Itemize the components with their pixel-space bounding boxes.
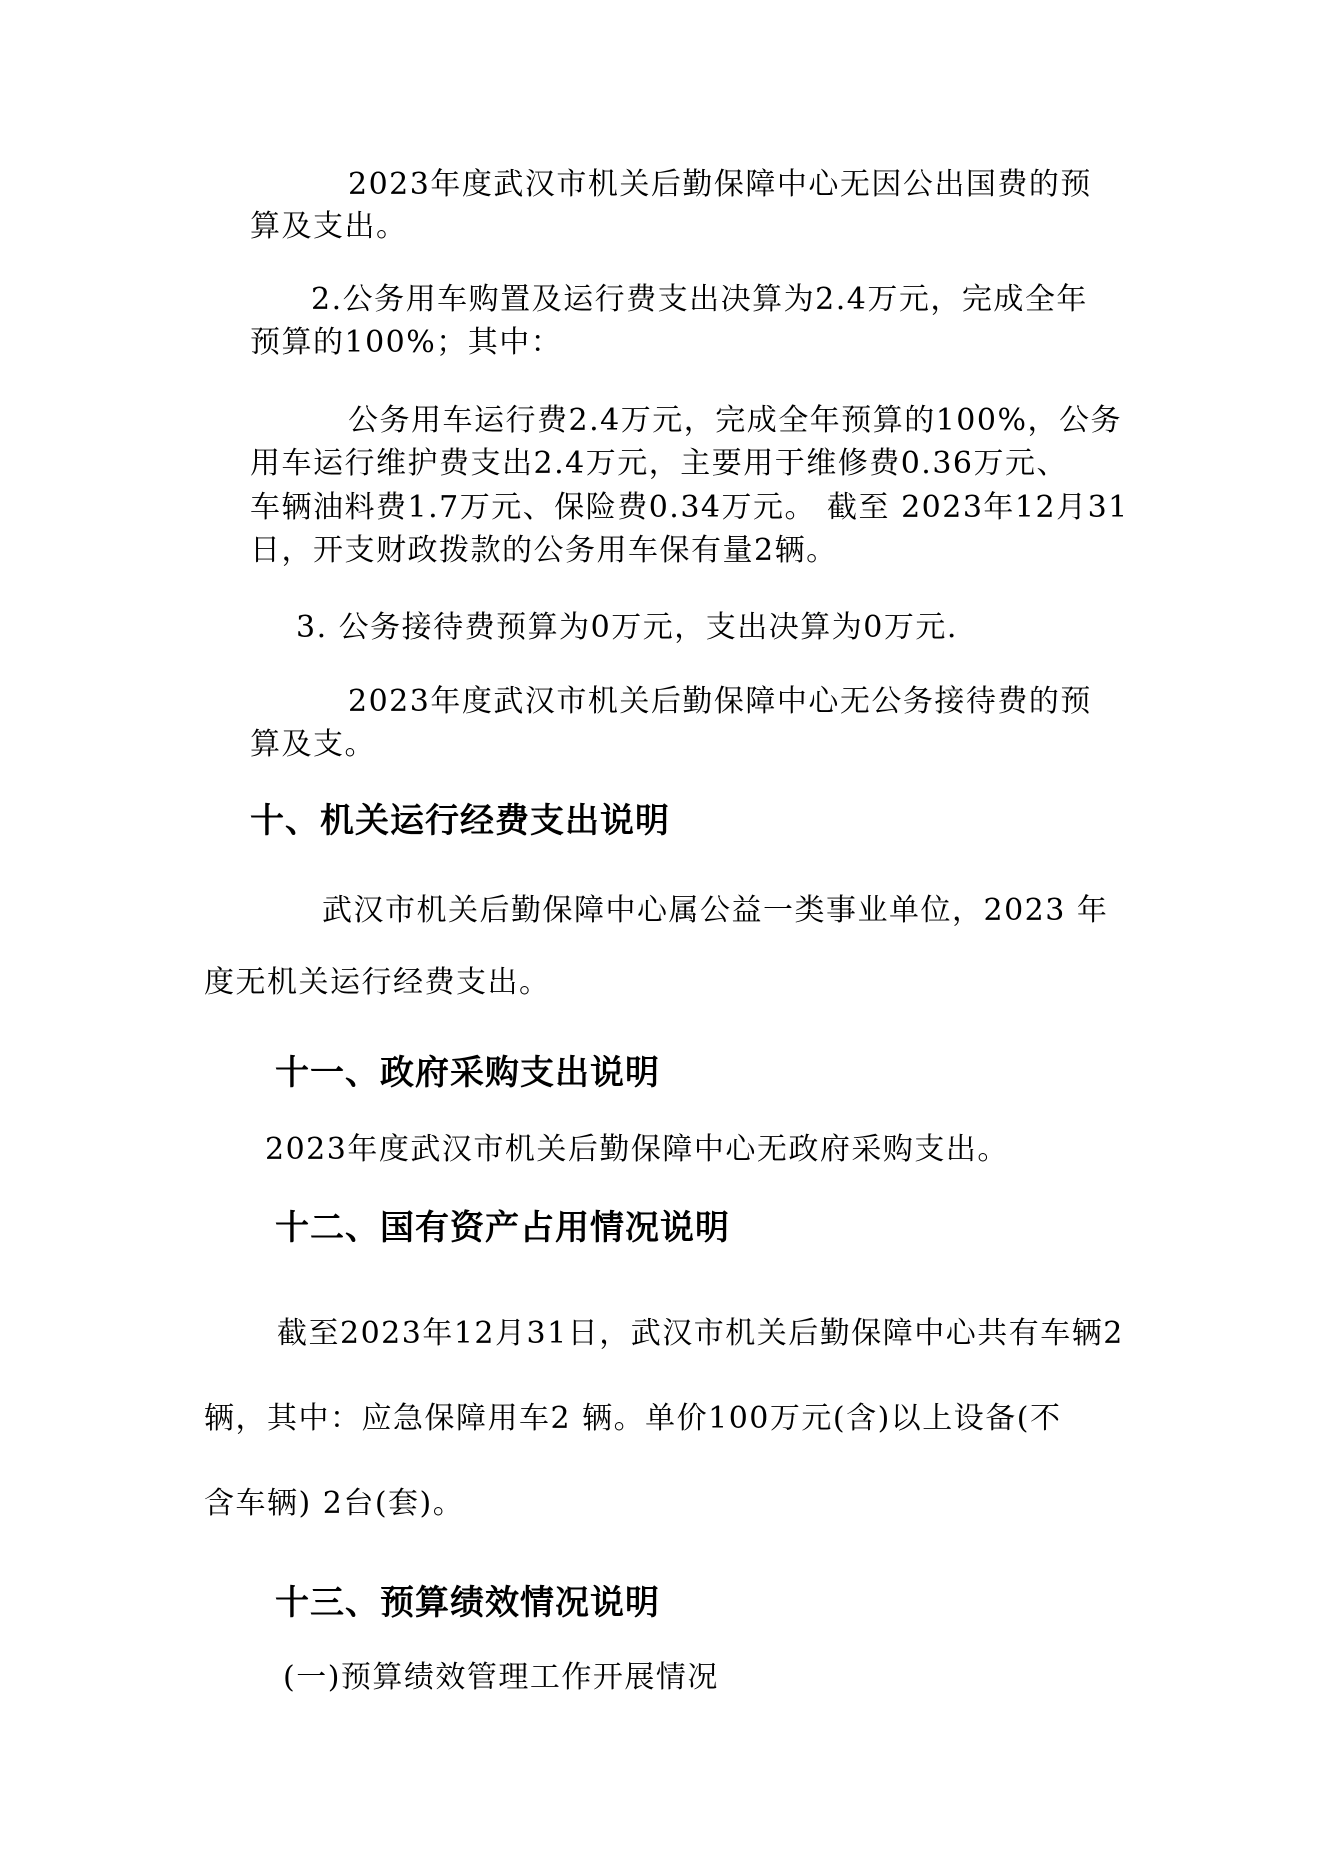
paragraph-line: 3. 公务接待费预算为0万元，支出决算为0万元. xyxy=(296,610,958,645)
paragraph-line: 2.公务用车购置及运行费支出决算为2.4万元，完成全年 xyxy=(311,282,1088,317)
paragraph-line: (一)预算绩效管理工作开展情况 xyxy=(283,1660,719,1695)
section-heading-13: 十三、预算绩效情况说明 xyxy=(275,1583,660,1623)
paragraph-line: 含车辆) 2台(套)。 xyxy=(204,1486,465,1521)
paragraph-line: 截至2023年12月31日，武汉市机关后勤保障中心共有车辆2 xyxy=(277,1316,1124,1351)
paragraph-line: 公务用车运行费2.4万元，完成全年预算的100%，公务 xyxy=(348,403,1122,438)
paragraph-line: 预算的100%；其中： xyxy=(250,325,563,360)
paragraph-line: 用车运行维护费支出2.4万元，主要用于维修费0.36万元、 xyxy=(250,446,1069,481)
paragraph-line: 2023年度武汉市机关后勤保障中心无公务接待费的预 xyxy=(348,684,1092,719)
paragraph-line: 武汉市机关后勤保障中心属公益一类事业单位，2023 年 xyxy=(322,893,1109,928)
paragraph-line: 日，开支财政拨款的公务用车保有量2辆。 xyxy=(250,533,838,568)
paragraph-line: 度无机关运行经费支出。 xyxy=(204,965,551,1000)
paragraph-line: 2023年度武汉市机关后勤保障中心无政府采购支出。 xyxy=(265,1132,1009,1167)
section-heading-11: 十一、政府采购支出说明 xyxy=(275,1053,660,1093)
paragraph-line: 2023年度武汉市机关后勤保障中心无因公出国费的预 xyxy=(348,167,1092,202)
paragraph-line: 车辆油料费1.7万元、保险费0.34万元。 截至 2023年12月31 xyxy=(250,490,1129,525)
paragraph-line: 辆，其中：应急保障用车2 辆。单价100万元(含)以上设备(不 xyxy=(204,1401,1062,1436)
section-heading-10: 十、机关运行经费支出说明 xyxy=(250,801,670,841)
paragraph-line: 算及支出。 xyxy=(250,209,408,244)
section-heading-12: 十二、国有资产占用情况说明 xyxy=(275,1208,730,1248)
paragraph-line: 算及支。 xyxy=(250,727,376,762)
